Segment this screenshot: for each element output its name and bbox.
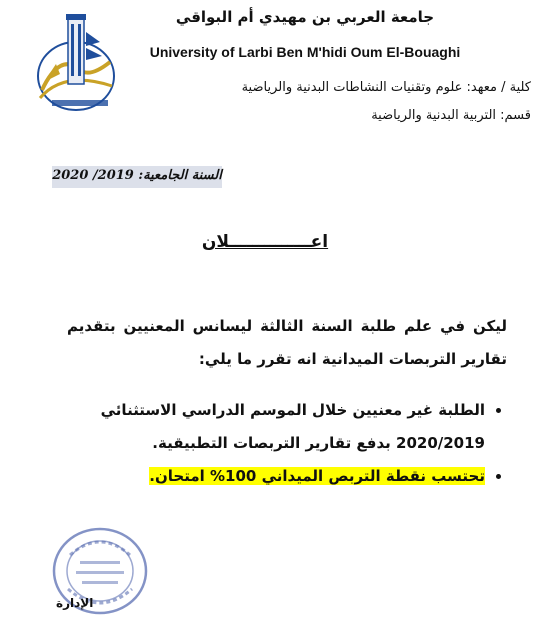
announcement-title: اعــــــــــــــلان [201,232,329,252]
faculty-line: كلية / معهد: علوم وتقنيات النشاطات البدنية والرياضية [241,80,531,95]
highlighted-decision-text: تحتسب نقطة التربص الميداني 100% امتحان. [149,467,485,485]
decision-list [55,394,507,493]
university-name-arabic: جامعة العربي بن مهيدي أم البواقي [175,8,435,26]
administration-signature: الإدارة [56,596,94,610]
decision-text: الطلبة غير معنيين خلال الموسم الدراسي الاستثنائي 2020/2019 بدفع تقارير التربصات التطبيقية. [100,401,485,452]
university-name-english: University of Larbi Ben M'hidi Oum El-Bouaghi [149,44,461,60]
university-logo [30,12,122,117]
academic-year: السنة الجامعية: 2019/ 2020 [52,168,222,183]
official-stamp [44,525,152,625]
department-line: قسم: التربية البدنية والرياضية [371,108,531,123]
decision-item [55,460,485,493]
announcement-intro: ليكن في علم طلبة السنة الثالثة ليسانس المعنيين بتقديم تقارير التربصات الميدانية انه تقرر ما يلي: [67,317,507,368]
decision-item [55,394,485,460]
